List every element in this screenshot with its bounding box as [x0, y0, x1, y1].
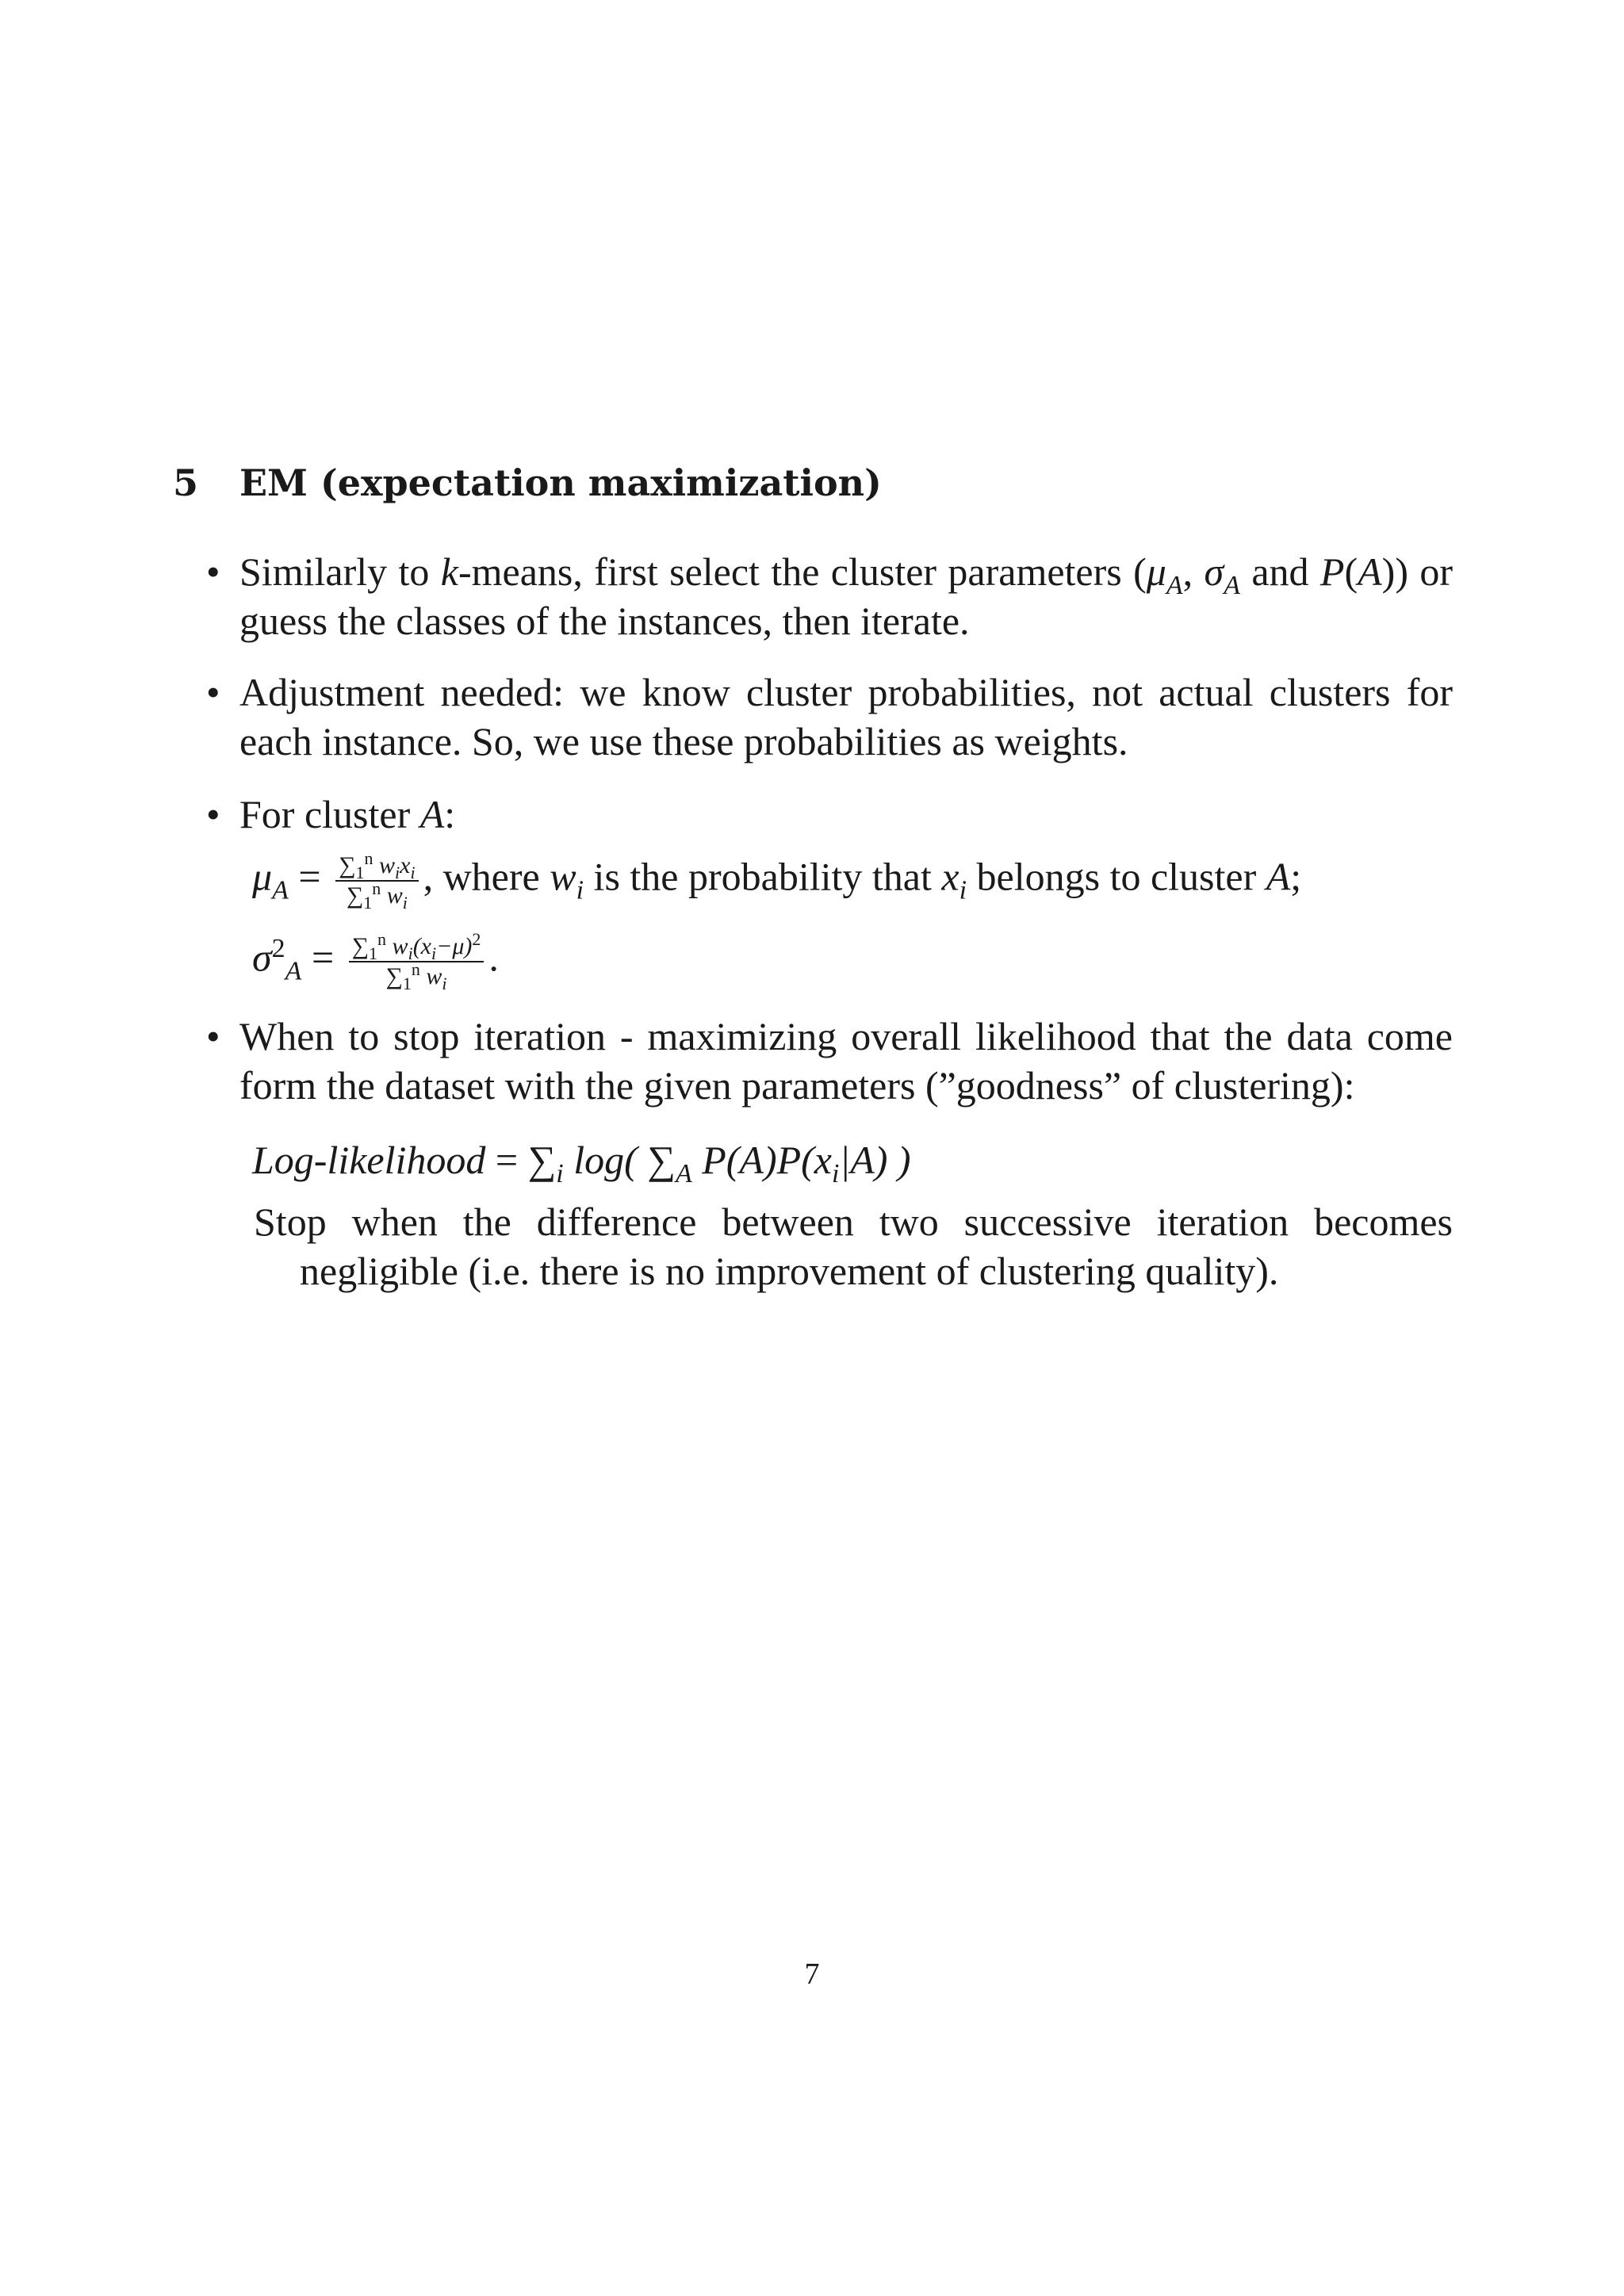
section-number: 5 [173, 461, 199, 504]
page-number: 7 [804, 1957, 820, 1991]
bullet-item-2: • Adjustment needed: we know cluster probabilities, not actual clusters for each instance. So, we use these probabilities as weights. [239, 668, 1453, 766]
bullet-icon: • [206, 549, 220, 594]
bullet-icon: • [206, 792, 220, 836]
section-title: EM (expectation maximization) [239, 461, 882, 504]
fraction-variance: $\frac{\sum_1^n w_i(x_i-\mu)^2}{\sum_1^n w_i}$ [349, 932, 485, 991]
bullet-item-1: • Similarly to k-means, first select the cluster parameters ($\mu_A$, $\sigma_A$ and P(A)) or guess the classes of the instances, then iterate. [239, 547, 1453, 645]
bullet-item-3: • For cluster A: [239, 790, 1453, 839]
fraction-mean: $\frac{\sum_1^n w_ix_i}{\sum_1^n w_i}$ [335, 851, 418, 910]
bullet-icon: • [206, 1014, 220, 1058]
section-heading [173, 461, 882, 504]
bullet-icon: • [206, 670, 220, 714]
stop-criterion-text: Stop when the difference between two successive iteration becomes negligible (i.e. there is no improvement of clustering quality). [254, 1200, 1453, 1293]
bullet-item-4: • When to stop iteration - maximizing overall likelihood that the data come form the dataset with the given parameters (”goodness” of clustering): [239, 1012, 1453, 1110]
formula-variance: $\sigma^2_A$ = $\frac{\sum_1^n w_i(x_i-\mu)^2}{\sum_1^n w_i}$ . [252, 929, 499, 993]
formula-log-likelihood: Log-likelihood = $\sum_i$ log( $\sum_A$ $P(A)P(x_i|A)$ ) [252, 1138, 911, 1188]
formula-mean: $\mu_A$ = $\frac{\sum_1^n w_ix_i}{\sum_1^n w_i}$ , where $w_i$ is the probability that $x_i$ belongs to cluster A; [252, 848, 1302, 913]
